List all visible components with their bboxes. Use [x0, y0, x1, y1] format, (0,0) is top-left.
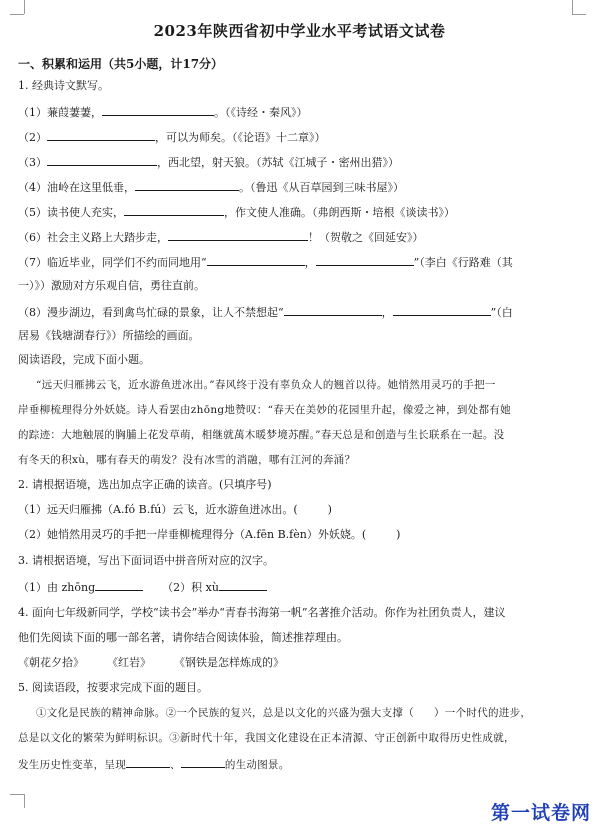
answer-blank[interactable]	[95, 579, 143, 591]
exam-title: 2023年陕西省初中学业水平考试语文试卷	[153, 22, 446, 40]
q1-item-1-pre: （1）蒹葭萋萋，	[18, 106, 102, 119]
q1-item-8-cont: 居易《钱塘湖春行》）所描绘的画面。	[18, 329, 200, 342]
q5-para-3-sep: 、	[170, 759, 181, 771]
q1-stem: 1. 经典诗文默写。	[18, 79, 109, 92]
q4-line-2: 他们先阅读下面的哪一部名著，请你结合阅读体验，简述推荐理由。	[18, 631, 348, 644]
q4-books	[18, 656, 284, 670]
q1-item-3	[18, 154, 399, 170]
q3-sub-2: （2）积 xù	[162, 581, 219, 594]
q1-item-4-post: 。（鲁迅《从百草园到三味书屋》）	[239, 181, 404, 194]
section-heading: 一、积累和运用（共5小题，计17分）	[18, 57, 224, 71]
q3-subs	[18, 579, 267, 595]
passage-line-1: “远天归雁拂云飞，近水游鱼迸冰出。”春风终于没有辜负众人的翘首以待。她悄然用灵巧的手把一	[36, 379, 496, 391]
crop-mark-bl-h	[10, 794, 24, 795]
q1-item-4-pre: （4）油岭在这里低垂，	[18, 181, 135, 194]
q1-item-4	[18, 179, 404, 195]
q2-sub-2-close: )	[396, 528, 401, 541]
q1-item-7	[18, 254, 513, 270]
answer-blank[interactable]	[102, 104, 214, 116]
q5-para-1-text: ①文化是民族的精神命脉。②一个民族的复兴，总是以文化的兴盛为强大支撑（	[36, 707, 414, 719]
q1-item-6-post: ！（贺敬之《回延安》）	[308, 231, 424, 244]
crop-mark-bl-v	[24, 794, 25, 808]
book-title: 《红岩》	[107, 656, 151, 669]
q1-item-3-pre: （3）	[18, 156, 47, 169]
book-title: 《钢铁是怎样炼成的》	[174, 656, 284, 669]
answer-blank[interactable]	[47, 154, 157, 166]
q1-item-7-post: ”（李白《行路难（其	[413, 256, 513, 269]
q3-stem: 3. 请根据语境，写出下面词语中拼音所对应的汉字。	[18, 554, 274, 567]
answer-blank[interactable]	[284, 304, 382, 316]
q2-sub-1-close: )	[327, 503, 332, 516]
q1-item-8-pre: （8）漫步湖边，看到禽鸟忙碌的景象，让人不禁想起“	[18, 306, 284, 319]
crop-mark-tl-h	[10, 14, 24, 15]
q1-item-8	[18, 304, 513, 320]
q1-item-5	[18, 204, 455, 220]
answer-blank[interactable]	[124, 204, 224, 216]
answer-blank[interactable]	[181, 756, 225, 768]
q2-sub-1	[18, 503, 332, 517]
q1-item-2	[18, 129, 326, 145]
watermark: 第一试卷网	[490, 802, 591, 824]
q5-stem: 5. 阅读语段，按要求完成下面的题目。	[18, 681, 208, 694]
q5-para-line-1	[36, 706, 531, 720]
answer-blank[interactable]	[219, 579, 267, 591]
crop-mark-tr-v	[572, 0, 573, 14]
q5-para-3-text: 发生历史性变革，呈现	[18, 759, 126, 771]
passage-line-2: 岸垂柳梳理得分外妖娆。诗人看罢由zhōng地赞叹：“春天在美妙的花园里升起，像爱之神，到处都有她	[18, 404, 511, 416]
q1-item-2-pre: （2）	[18, 131, 47, 144]
book-title: 《朝花夕拾》	[18, 656, 84, 669]
q4-line-1: 4. 面向七年级新同学，学校“读书会”举办“青春书海第一帆”名著推介活动。你作为社团负责人，建议	[18, 606, 506, 619]
q5-para-3-end: 的生动图景。	[224, 759, 290, 771]
q5-para-line-3	[18, 756, 290, 772]
answer-blank[interactable]	[126, 756, 170, 768]
q1-item-6	[18, 229, 424, 245]
q1-item-8-comma: ，	[381, 306, 393, 319]
q1-item-2-post: ，可以为师矣。（《论语》十二章》）	[155, 131, 326, 144]
q5-para-line-2: 总是以文化的繁荣为鲜明标识。③新时代十年，我国文化建设在正本清源、守正创新中取得历史性成就，	[18, 732, 515, 744]
answer-blank[interactable]	[393, 304, 491, 316]
q1-item-7-pre: （7）临近毕业，同学们不约而同地用“	[18, 256, 207, 269]
q1-item-3-post: ，西北望，射天狼。（苏轼《江城子・密州出猎》）	[157, 156, 399, 169]
passage-line-3: 的踪迹：大地触展的胸脯上花发草萌，相继就萬木暖梦境苏醒。”春天总是和创造与生长联系在一起。没	[18, 429, 505, 441]
crop-mark-tr-h	[572, 14, 586, 15]
q1-item-5-post: ，作文使人准确。（弗朗西斯・培根《谈读书》）	[224, 206, 455, 219]
answer-blank[interactable]	[168, 229, 308, 241]
q2-sub-2-text: （2）她悄然用灵巧的手把一岸垂柳梳理得分（A.fēn B.fèn）外妖娆。(	[18, 528, 367, 541]
answer-blank[interactable]	[316, 254, 414, 266]
q1-item-1-post: 。（《诗经・秦风》）	[214, 106, 308, 119]
q2-sub-1-text: （1）远天归雁拂（A.fó B.fú）云飞，近水游鱼迸冰出。(	[18, 503, 298, 516]
q1-item-7-comma: ，	[304, 256, 316, 269]
q3-sub-1: （1）由 zhōng	[18, 581, 96, 594]
q5-para-1-rest: ）一个时代的进步，	[434, 707, 532, 719]
answer-blank[interactable]	[135, 179, 239, 191]
answer-blank[interactable]	[47, 129, 155, 141]
reading-intro: 阅读语段，完成下面小题。	[18, 353, 150, 366]
answer-blank[interactable]	[207, 254, 305, 266]
q1-item-8-post: ”（白	[490, 306, 513, 319]
q1-item-5-pre: （5）读书使人充实，	[18, 206, 124, 219]
q1-item-6-pre: （6）社会主义路上大踏步走，	[18, 231, 168, 244]
passage-line-4: 有冬天的积xù，哪有春天的萌发？没有冰雪的消融，哪有江河的奔涌？	[18, 454, 356, 466]
q1-item-7-cont: 一）》）激励对方乐观自信，勇往直前。	[18, 279, 205, 292]
crop-mark-tl-v	[24, 0, 25, 14]
q1-item-1	[18, 104, 308, 120]
q2-sub-2	[18, 528, 400, 542]
q2-stem: 2. 请根据语境，选出加点字正确的读音。(只填序号)	[18, 478, 272, 491]
